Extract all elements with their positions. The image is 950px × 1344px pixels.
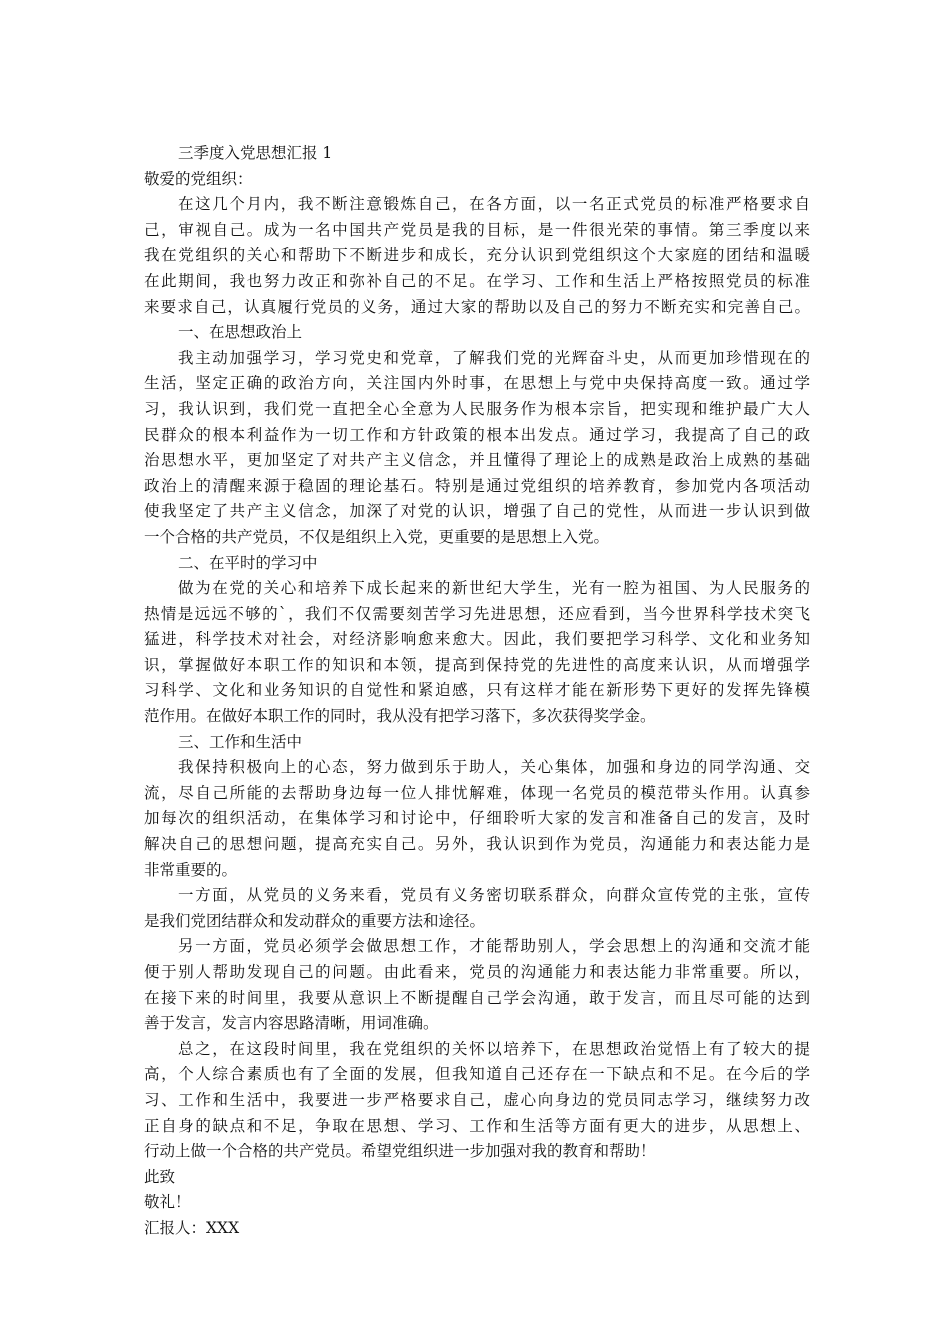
- paragraph-line: 习，我认识到，我们党一直把全心全意为人民服务作为根本宗旨，把实现和维护最广大人: [144, 399, 810, 418]
- paragraph-line: 一方面，从党员的义务来看，党员有义务密切联系群众，向群众宣传党的主张，宣传: [178, 886, 810, 905]
- document-page: [144, 141, 810, 1242]
- section3-paragraph: [144, 755, 810, 883]
- paragraph-line: 我在党组织的关心和帮助下不断进步和成长，充分认识到党组织这个大家庭的团结和温暖: [144, 246, 810, 265]
- paragraph-line: 政治上的清醒来源于稳固的理论基石。特别是通过党组织的培养教育，参加党内各项活动: [144, 476, 810, 495]
- paragraph-line: 善于发言，发言内容思路清晰，用词准确。: [144, 1014, 439, 1033]
- paragraph-line: 热情是远远不够的`，我们不仅需要刻苦学习先进思想，还应看到，当今世界科学技术突飞: [144, 604, 810, 623]
- paragraph-line: 习、工作和生活中，我要进一步严格要求自己，虚心向身边的党员同志学习，继续努力改: [144, 1090, 810, 1109]
- paragraph-line: 我主动加强学习，学习党史和党章，了解我们党的光辉奋斗史，从而更加珍惜现在的: [178, 348, 810, 367]
- paragraph-line: 一个合格的共产党员，不仅是组织上入党，更重要的是思想上入党。: [144, 527, 610, 546]
- paragraph-line: 范作用。在做好本职工作的同时，我从没有把学习落下，多次获得奖学金。: [144, 707, 656, 726]
- signature: 汇报人：XXX: [144, 1218, 240, 1237]
- paragraph-line: 加每次的组织活动，在集体学习和讨论中，仔细聆听大家的发言和准备自己的发言，及时: [144, 809, 810, 828]
- paragraph-line: 流，尽自己所能的去帮助身边每一位人排忧解难，体现一名党员的模范带头作用。认真参: [144, 783, 810, 802]
- paragraph-line: 另一方面，党员必须学会做思想工作，才能帮助别人，学会思想上的沟通和交流才能: [178, 937, 810, 956]
- paragraph-line: 解决自己的思想问题，提高充实自己。另外，我认识到作为党员，沟通能力和表达能力是: [144, 835, 810, 854]
- closing-line: 此致: [144, 1167, 176, 1186]
- paragraph-second-aspect: [144, 934, 810, 1036]
- paragraph-line: 己，审视自己。成为一名中国共产党员是我的目标，是一件很光荣的事情。第三季度以来: [144, 220, 810, 239]
- paragraph-line: 民群众的根本利益作为一切工作和方针政策的根本出发点。通过学习，我提高了自己的政: [144, 425, 810, 444]
- salutation: 敬爱的党组织：: [144, 169, 253, 188]
- paragraph-line: 便于别人帮助发现自己的问题。由此看来，党员的沟通能力和表达能力非常重要。所以，: [144, 963, 810, 981]
- section-heading: 三、工作和生活中: [178, 732, 303, 751]
- document-title: 三季度入党思想汇报 1: [178, 144, 333, 162]
- paragraph-line: 识，掌握做好本职工作的知识和本领，提高到保持党的先进性的高度来认识，从而增强学: [144, 655, 810, 674]
- paragraph-line: 生活，坚定正确的政治方向，关注国内外时事，在思想上与党中央保持高度一致。通过学: [144, 374, 810, 393]
- closing-salute: 敬礼！: [144, 1193, 191, 1212]
- paragraph-line: 猛进，科学技术对社会，对经济影响愈来愈大。因此，我们要把学习科学、文化和业务知: [144, 630, 810, 649]
- paragraph-line: 非常重要的。: [144, 860, 238, 879]
- section1-paragraph: [144, 346, 810, 551]
- section-heading: 一、在思想政治上: [178, 323, 303, 342]
- section-heading: 二、在平时的学习中: [178, 553, 318, 572]
- paragraph-line: 正自身的缺点和不足，争取在思想、学习、工作和生活等方面有更大的进步，从思想上、: [144, 1116, 810, 1135]
- conclusion-paragraph: [144, 1037, 810, 1165]
- paragraph-line: 使我坚定了共产主义信念，加深了对党的认识，增强了自己的党性，从而进一步认识到做: [144, 502, 810, 521]
- paragraph-first-aspect: [144, 883, 810, 934]
- paragraph-line: 治思想水平，更加坚定了对共产主义信念，并且懂得了理论上的成熟是政治上成熟的基础: [144, 451, 810, 470]
- paragraph-line: 我保持积极向上的心态，努力做到乐于助人，关心集体，加强和身边的同学沟通、交: [178, 758, 810, 777]
- section2-paragraph: [144, 576, 810, 730]
- intro-paragraph: [144, 192, 810, 320]
- paragraph-line: 做为在党的关心和培养下成长起来的新世纪大学生，光有一腔为祖国、为人民服务的: [178, 579, 810, 598]
- paragraph-line: 总之，在这段时间里，我在党组织的关怀以培养下，在思想政治觉悟上有了较大的提: [178, 1039, 810, 1058]
- paragraph-line: 来要求自己，认真履行党员的义务，通过大家的帮助以及自己的努力不断充实和完善自己。: [144, 297, 810, 316]
- paragraph-line: 是我们党团结群众和发动群众的重要方法和途径。: [144, 911, 486, 930]
- paragraph-line: 习科学、文化和业务知识的自觉性和紧迫感，只有这样才能在新形势下更好的发挥先锋模: [144, 681, 810, 700]
- paragraph-line: 行动上做一个合格的共产党员。希望党组织进一步加强对我的教育和帮助！: [144, 1142, 656, 1161]
- paragraph-line: 在这几个月内，我不断注意锻炼自己，在各方面，以一名正式党员的标准严格要求自: [178, 195, 810, 214]
- paragraph-line: 在接下来的时间里，我要从意识上不断提醒自己学会沟通，敢于发言，而且尽可能的达到: [144, 988, 810, 1007]
- paragraph-line: 高，个人综合素质也有了全面的发展，但我知道自己还存在一下缺点和不足。在今后的学: [144, 1065, 810, 1084]
- paragraph-line: 在此期间，我也努力改正和弥补自己的不足。在学习、工作和生活上严格按照党员的标准: [144, 271, 810, 290]
